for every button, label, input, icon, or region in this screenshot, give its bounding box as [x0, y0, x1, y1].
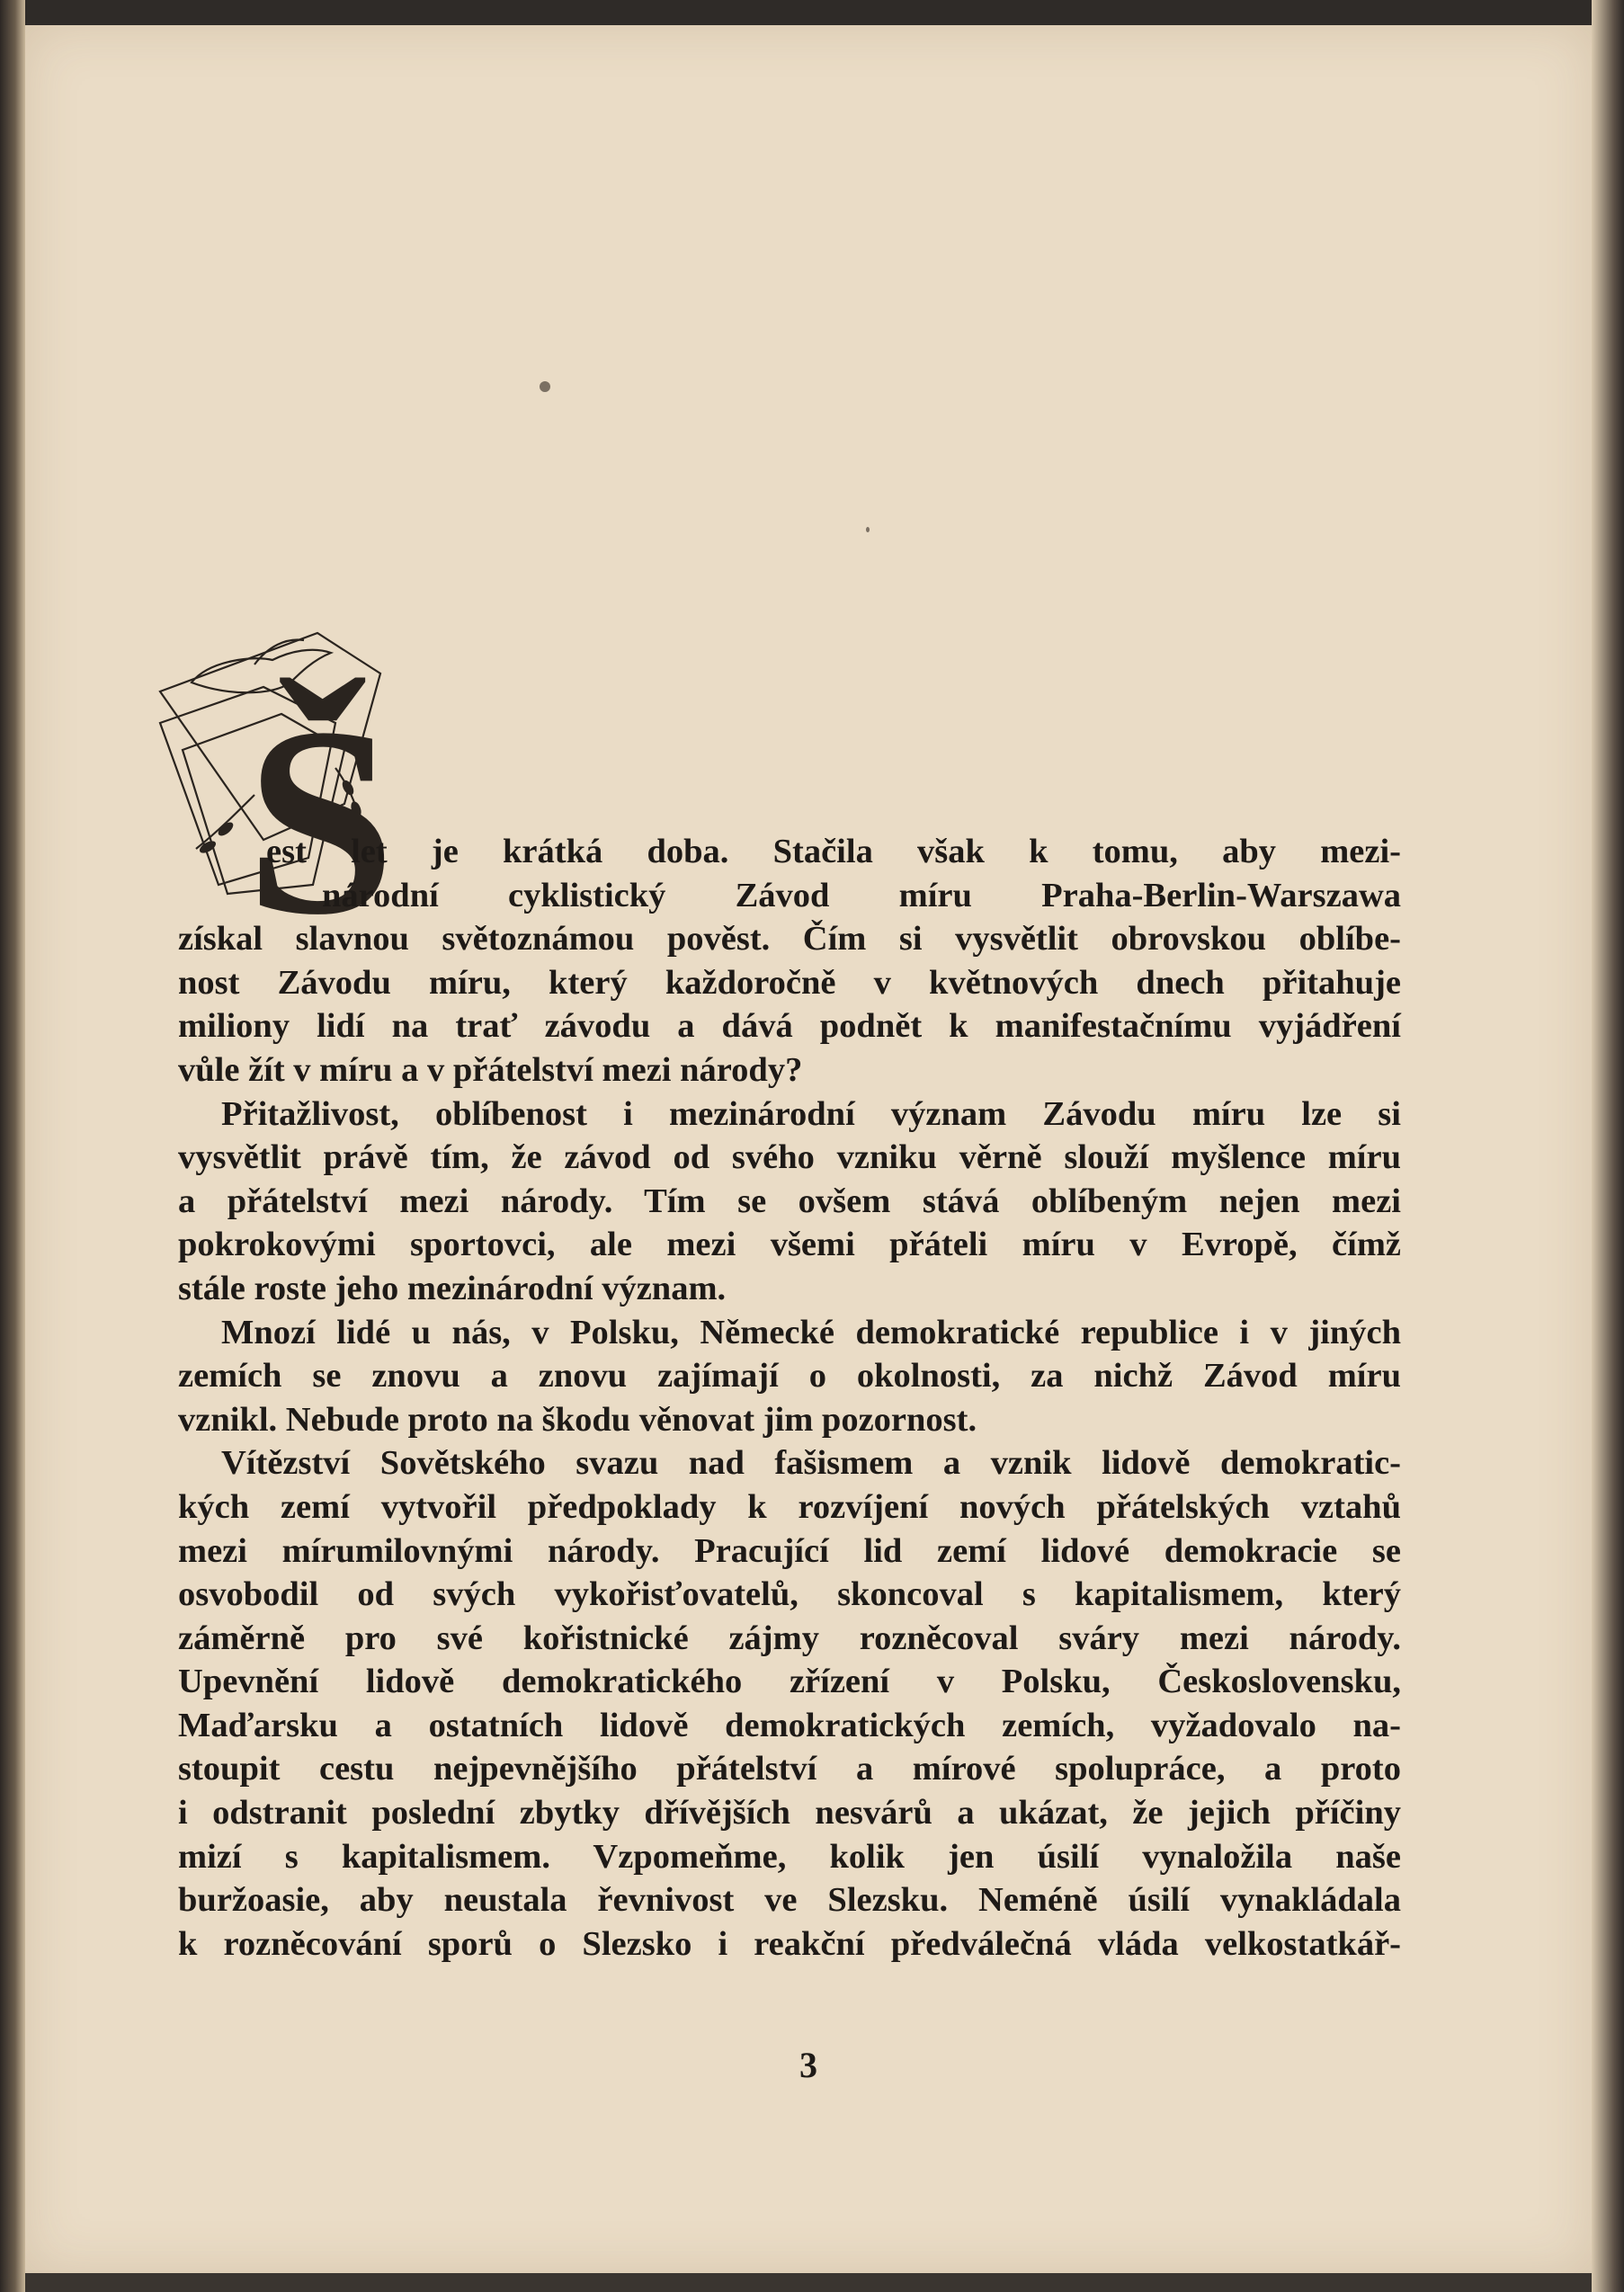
page-edge-shadow	[1592, 0, 1624, 2292]
paragraph-4	[178, 1441, 1401, 1966]
text-line: stále roste jeho mezinárodní význam.	[178, 1269, 727, 1307]
text-line: stoupit cestu nejpevnějšího přátelství a mírové spolupráce, a proto	[178, 1750, 1401, 1788]
paragraph-3	[178, 1311, 1401, 1442]
text-line: vznikl. Nebude proto na škodu věnovat jim pozornost.	[178, 1400, 977, 1439]
text-line: vůle žít v míru a v přátelství mezi národy?	[178, 1050, 803, 1089]
text-line: osvobodil od svých vykořisťovatelů, skoncoval s kapitalismem, který	[178, 1575, 1401, 1614]
book-spine-shadow	[0, 0, 25, 2292]
text-line: pokrokovými sportovci, ale mezi všemi přáteli míru v Evropě, čímž	[178, 1226, 1401, 1264]
body-text	[178, 830, 1401, 1966]
text-line: k rozněcování sporů o Slezsko i reakční předválečná vláda velkostatkář-	[178, 1924, 1401, 1963]
text-line: získal slavnou světoznámou pověst. Čím si vysvětlit obrovskou oblíbe-	[178, 920, 1401, 959]
paper-speck	[866, 527, 870, 532]
text-line: mizí s kapitalismem. Vzpomeňme, kolik jen úsilí vynaložila naše	[178, 1837, 1401, 1876]
text-line: vysvětlit právě tím, že závod od svého vzniku věrně slouží myšlence míru	[178, 1138, 1401, 1177]
paragraph-1	[178, 830, 1401, 1092]
text-line: kých zemí vytvořil předpoklady k rozvíjení nových přátelských vztahů	[178, 1487, 1401, 1526]
paper-speck	[540, 381, 550, 392]
text-line: Mnozí lidé u nás, v Polsku, Německé demokratické republice i v jiných	[221, 1313, 1401, 1351]
drop-cap-letter: Š	[245, 672, 396, 921]
paragraph-2	[178, 1092, 1401, 1311]
text-line: i odstranit poslední zbytky dřívějších nesvárů a ukázat, že jejich příčiny	[178, 1794, 1401, 1833]
text-line: Upevnění lidově demokratického zřízení v Polsku, Československu,	[178, 1663, 1401, 1701]
text-line: Vítězství Sovětského svazu nad fašismem a vznik lidově demokratic-	[221, 1444, 1401, 1483]
text-line: Přitažlivost, oblíbenost i mezinárodní význam Závodu míru lze si	[221, 1094, 1401, 1133]
text-line: a přátelství mezi národy. Tím se ovšem stává oblíbeným nejen mezi	[178, 1182, 1401, 1220]
text-line: národní cyklistický Závod míru Praha-Berlin-Warszawa	[322, 876, 1401, 914]
text-line: Maďarsku a ostatních lidově demokratických zemích, vyžadovalo na-	[178, 1706, 1401, 1744]
text-line: miliony lidí na trať závodu a dává podnět k manifestačnímu vyjádření	[178, 1007, 1401, 1046]
text-line: záměrně pro své kořistnické zájmy rozněcoval sváry mezi národy.	[178, 1619, 1401, 1657]
text-line: buržoasie, aby neustala řevnivost ve Slezsku. Neméně úsilí vynakládala	[178, 1881, 1401, 1920]
text-line: nost Závodu míru, který každoročně v květnových dnech přitahuje	[178, 963, 1401, 1002]
page-number: 3	[799, 2045, 817, 2085]
text-line: zemích se znovu a znovu zajímají o okolnosti, za nichž Závod míru	[178, 1357, 1401, 1396]
text-line: est let je krátká doba. Stačila však k tomu, aby mezi-	[266, 833, 1401, 870]
text-line: mezi mírumilovnými národy. Pracující lid zemí lidové demokracie se	[178, 1531, 1401, 1570]
book-page	[25, 25, 1592, 2273]
scan-top-band	[0, 0, 1624, 25]
